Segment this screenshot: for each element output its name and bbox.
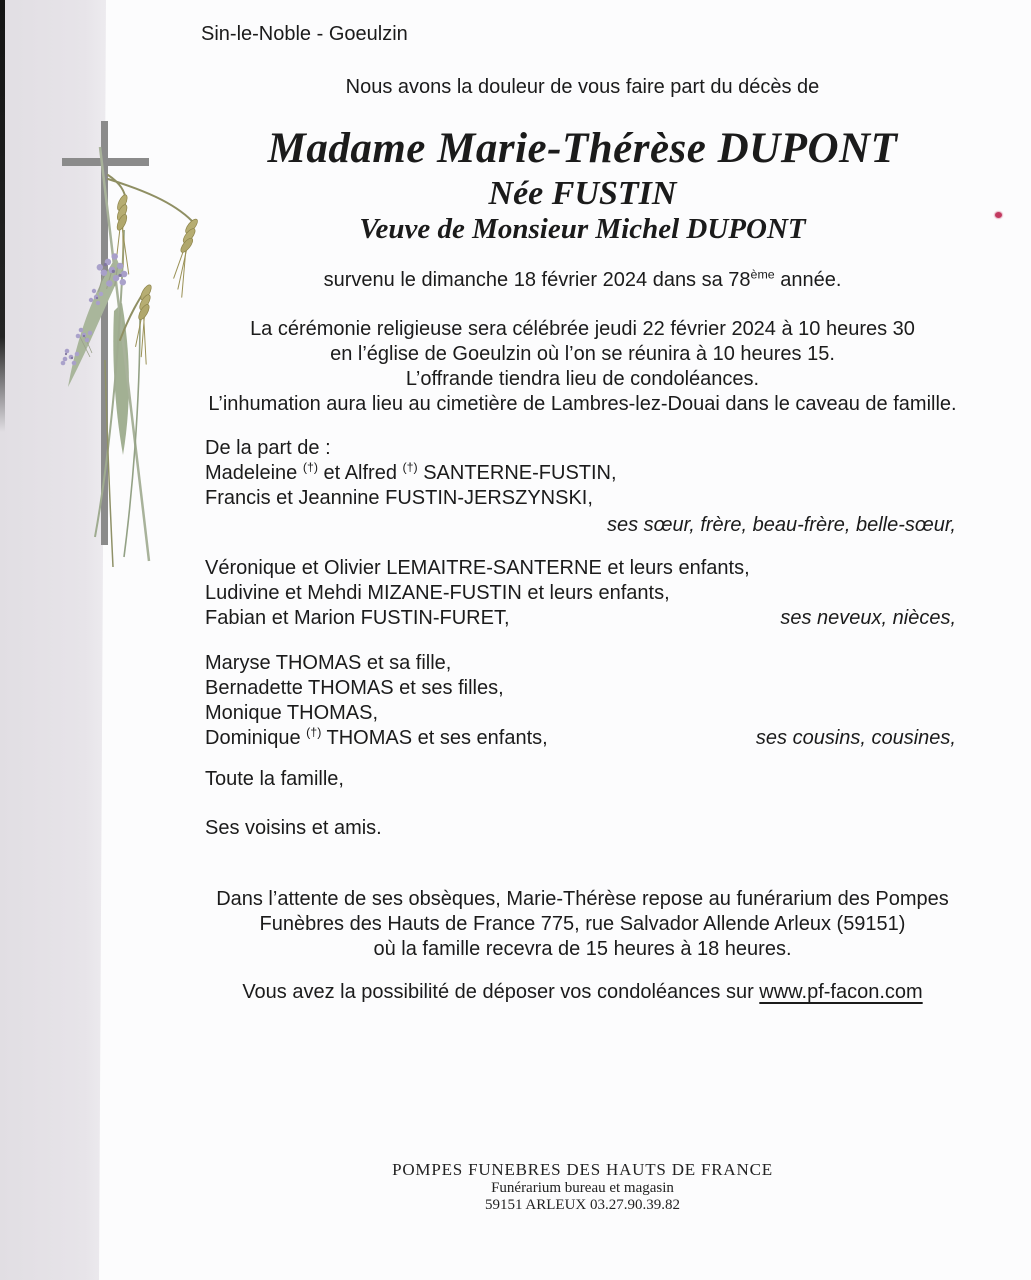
funeral-home-footer [190,1161,975,1213]
family-member-line: Madeleine (†) et Alfred (†) SANTERNE-FUSTIN, [205,460,617,484]
family-member-line: Véronique et Olivier LEMAITRE-SANTERNE et leurs enfants, [205,557,750,579]
family-member-line: Francis et Jeannine FUSTIN-JERSZYNSKI, [205,487,593,509]
location-line: Sin-le-Noble - Goeulzin [201,23,408,45]
deceased-name: Madame Marie-Thérèse DUPONT [267,125,898,172]
family-closing: Toute la famille, [205,768,344,790]
scan-ink-speck [995,212,1002,218]
ceremony-line: en l’église de Goeulzin où l’on se réunira à 10 heures 15. [330,343,835,365]
family-member-line: Monique THOMAS, [205,702,379,724]
family-member-line: Fabian et Marion FUSTIN-FURET, [205,607,510,629]
condolences-link: www.pf-facon.com [759,981,923,1003]
ceremony-line: L’inhumation aura lieu au cimetière de Lambres-lez-Douai dans le caveau de famille. [208,393,957,415]
wake-paragraph [190,887,975,962]
condolences-line [190,981,975,1004]
ceremony-line: L’offrande tiendra lieu de condoléances. [405,368,760,390]
family-heading: De la part de : [205,437,331,459]
wake-line: Dans l’attente de ses obsèques, Marie-Thérèse repose au funérarium des Pompes [216,888,949,910]
funeral-home-desc: Funérarium bureau et magasin [491,1180,674,1196]
funeral-home-address: 59151 ARLEUX 03.27.90.39.82 [485,1197,680,1213]
intro-line: Nous avons la douleur de vous faire part du décès de [345,76,820,98]
deceased-maiden-name: Née FUSTIN [488,175,677,212]
relation-label: ses sœur, frère, beau-frère, belle-sœur, [606,514,956,536]
family-member-line: Maryse THOMAS et sa fille, [205,652,452,674]
scan-dark-edge [0,0,5,432]
family-section [190,436,975,841]
wake-line: où la famille recevra de 15 heures à 18 heures. [373,938,792,960]
funeral-home-name: POMPES FUNEBRES DES HAUTS DE FRANCE [392,1160,773,1179]
leaves-icon [68,147,149,567]
death-date-line: survenu le dimanche 18 février 2024 dans sa 78ème année. [323,267,842,291]
family-closing: Ses voisins et amis. [205,817,382,839]
condolences-text: Vous avez la possibilité de déposer vos condoléances sur [242,981,760,1003]
relation-label: ses cousins, cousines, [755,727,956,749]
family-member-line: Ludivine et Mehdi MIZANE-FUSTIN et leurs enfants, [205,582,670,604]
wake-line: Funèbres des Hauts de France 775, rue Salvador Allende Arleux (59151) [259,913,906,935]
ceremony-paragraph [190,317,975,417]
ceremony-line: La cérémonie religieuse sera célébrée jeudi 22 février 2024 à 10 heures 30 [250,318,915,340]
deceased-widow-line: Veuve de Monsieur Michel DUPONT [359,213,806,245]
family-member-line: Bernadette THOMAS et ses filles, [205,677,504,699]
family-member-line: Dominique (†) THOMAS et ses enfants, [205,725,548,749]
relation-label: ses neveux, nièces, [780,607,956,629]
